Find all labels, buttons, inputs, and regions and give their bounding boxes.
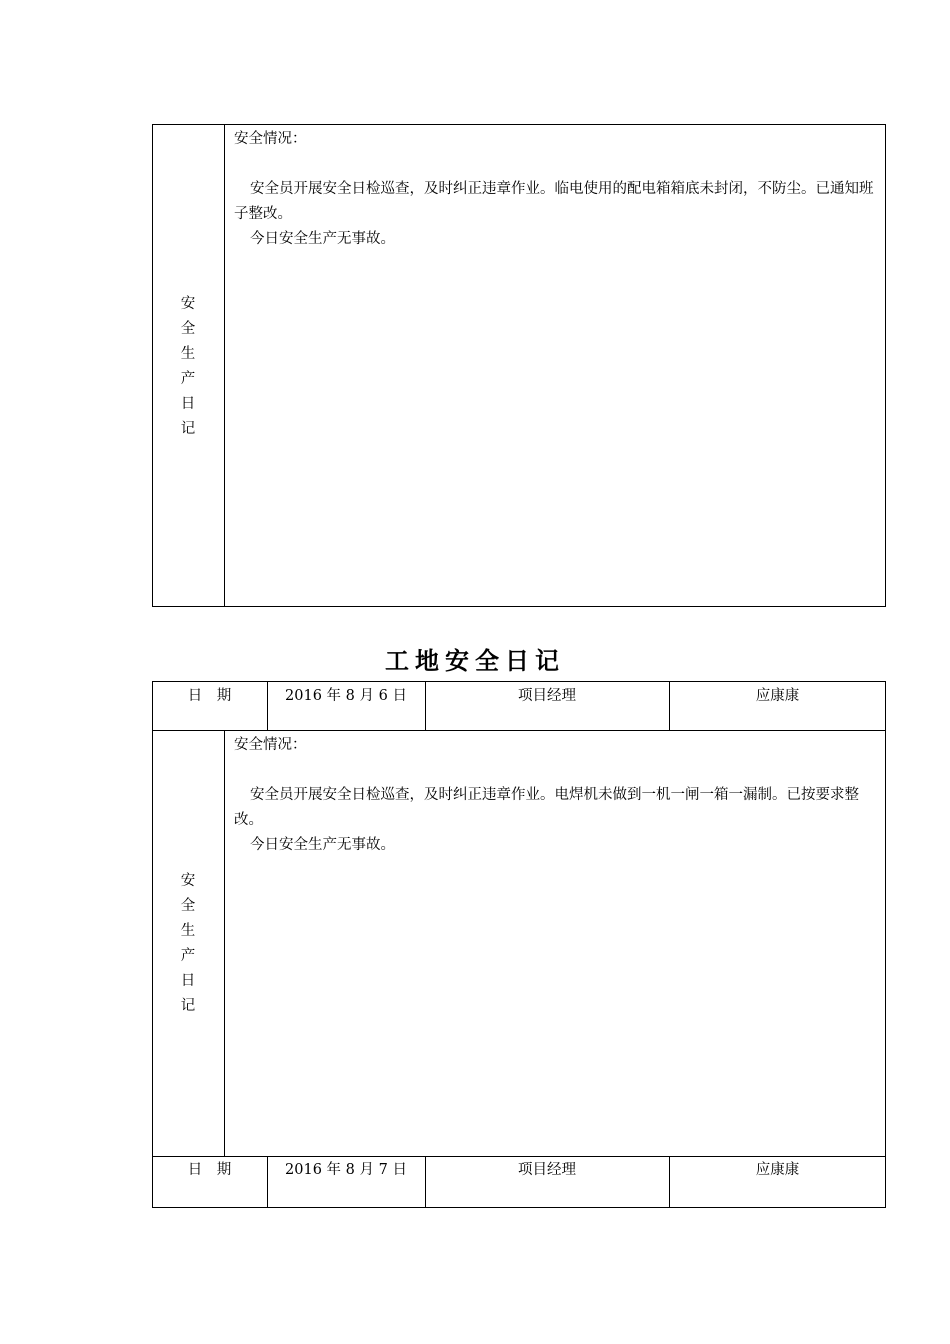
divider (224, 730, 225, 1157)
date-value: 2016 年 8 月 7 日 (285, 1162, 407, 1178)
safety-closing: 今日安全生产无事故。 (250, 231, 395, 247)
side-label-char: 日 (180, 973, 196, 989)
safety-closing: 今日安全生产无事故。 (250, 837, 395, 853)
safety-heading: 安全情况： (234, 131, 307, 147)
diary-content-2 (234, 733, 880, 858)
side-label-char: 记 (180, 421, 196, 437)
diary-content-1 (234, 127, 880, 252)
date-label: 日 期 (187, 1162, 232, 1178)
side-label-char: 生 (180, 346, 196, 362)
manager-label: 项目经理 (518, 1162, 576, 1178)
side-label-char: 产 (180, 948, 196, 964)
side-label-char: 产 (180, 371, 196, 387)
page-title: 工地安全日记 (385, 647, 565, 675)
side-label-char: 生 (180, 923, 196, 939)
side-label-2 (152, 869, 224, 1019)
side-label-char: 记 (180, 998, 196, 1014)
date-label: 日 期 (187, 688, 232, 704)
safety-paragraph: 安全员开展安全日检巡查，及时纠正违章作业。电焊机未做到一机一闸一箱一漏制。已按要求整改。 (234, 787, 859, 828)
manager-value: 应康康 (755, 1162, 800, 1178)
side-label-char: 全 (180, 321, 196, 337)
side-label-char: 全 (180, 898, 196, 914)
safety-paragraph: 安全员开展安全日检巡查，及时纠正违章作业。临电使用的配电箱箱底未封闭，不防尘。已通知班子整改。 (234, 181, 874, 222)
side-label-1 (152, 292, 224, 442)
side-label-char: 日 (180, 396, 196, 412)
manager-value: 应康康 (755, 688, 800, 704)
safety-heading: 安全情况： (234, 737, 307, 753)
side-label-char: 安 (180, 873, 196, 889)
divider (224, 124, 225, 607)
side-label-char: 安 (180, 296, 196, 312)
manager-label: 项目经理 (518, 688, 576, 704)
date-value: 2016 年 8 月 6 日 (285, 688, 407, 704)
